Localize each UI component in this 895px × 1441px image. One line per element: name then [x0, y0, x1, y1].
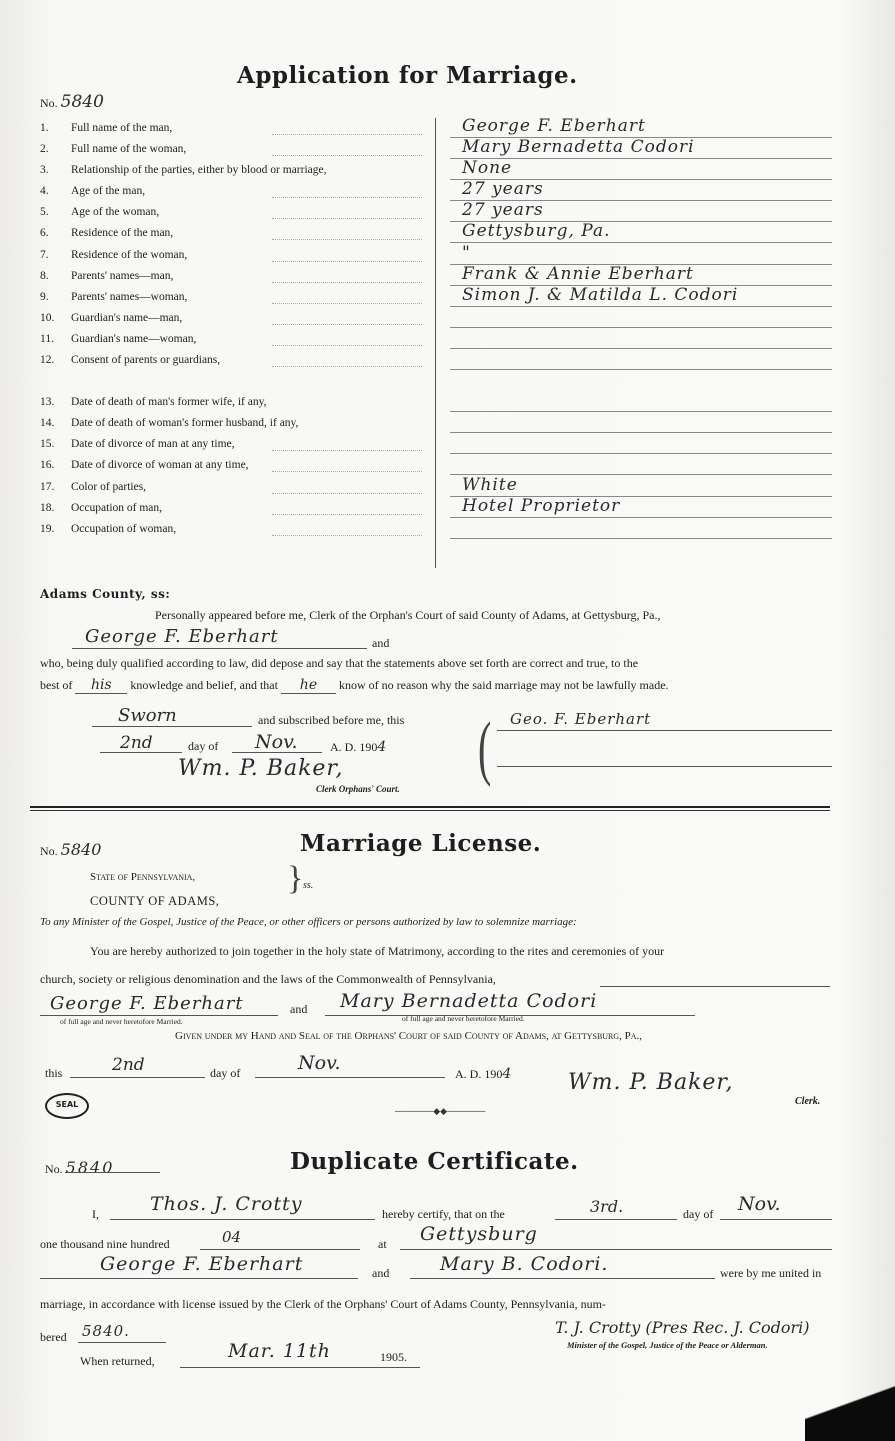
row-label: Color of parties,	[71, 481, 147, 493]
row-answer-line	[450, 453, 832, 454]
row-number: 2.	[40, 143, 49, 155]
application-divider	[435, 118, 436, 568]
row-answer-line	[450, 411, 832, 412]
affidavit-county: Adams County, ss:	[40, 587, 171, 601]
row-answer-line	[450, 242, 832, 243]
row-label: Age of the woman,	[71, 206, 160, 218]
certificate-minister: Minister of the Gospel, Justice of the Peace or Alderman.	[567, 1340, 768, 1350]
row-dot-leader	[272, 514, 422, 515]
application-number	[40, 92, 104, 112]
certificate-at: at	[378, 1237, 387, 1251]
section-rule-1	[30, 806, 830, 808]
certificate-body: marriage, in accordance with license issued by the Clerk of the Orphans' Court of Adams County, Pennsylvania, num-	[40, 1297, 606, 1311]
row-number: 16.	[40, 459, 55, 471]
row-number: 18.	[40, 502, 55, 514]
row-dot-leader	[272, 366, 422, 367]
row-label: Guardian's name—woman,	[71, 333, 197, 345]
row-label: Guardian's name—man,	[71, 312, 183, 324]
row-label: Full name of the man,	[71, 122, 173, 134]
license-clerk: Clerk.	[795, 1096, 821, 1107]
license-and: and	[290, 1002, 308, 1016]
certificate-returned-year: 1905.	[380, 1350, 407, 1364]
certificate-number-label: No.	[45, 1162, 63, 1176]
row-dot-leader	[272, 282, 422, 283]
row-number: 11.	[40, 333, 54, 345]
license-number-value: 5840	[60, 840, 102, 859]
certificate-officiant-line	[110, 1219, 375, 1220]
license-caption-bride: of full age and never heretofore Married.	[402, 1014, 525, 1023]
signature-line-1	[497, 730, 832, 731]
seal-text: SEAL	[55, 1100, 79, 1109]
row-answer-line	[450, 327, 832, 328]
row-number: 15.	[40, 438, 55, 450]
row-answer: Simon J. & Matilda L. Codori	[462, 285, 739, 305]
row-dot-leader	[272, 324, 422, 325]
certificate-day-of: day of	[683, 1207, 714, 1221]
row-number: 1.	[40, 122, 49, 134]
row-dot-leader	[272, 450, 422, 451]
affidavit-he: he	[281, 677, 336, 694]
affidavit-ad-text: A. D. 190	[330, 740, 378, 754]
row-number: 5.	[40, 206, 49, 218]
affidavit-line1: Personally appeared before me, Clerk of the Orphan's Court of said County of Adams, at Gettysburg, Pa.,	[155, 608, 661, 622]
certificate-day-line	[555, 1219, 677, 1220]
application-number-value: 5840	[60, 92, 104, 112]
license-number	[40, 840, 101, 859]
license-brace: }	[287, 860, 304, 897]
row-answer-line	[450, 538, 832, 539]
clerk-title: Clerk Orphans' Court.	[316, 784, 400, 794]
row-dot-leader	[272, 218, 422, 219]
affidavit-month: Nov.	[255, 731, 298, 753]
license-this: this	[45, 1066, 63, 1080]
row-label: Age of the man,	[71, 185, 146, 197]
license-state: State of Pennsylvania,	[90, 871, 196, 883]
row-dot-leader	[272, 239, 422, 240]
license-day-line	[70, 1077, 205, 1078]
license-body2: church, society or religious denomination and the laws of the Commonwealth of Pennsylvania,	[40, 972, 496, 986]
license-to-any: To any Minister of the Gospel, Justice of the Peace, or other officers or persons authorized by law to solemnize marriage:	[40, 916, 577, 928]
license-caption-groom: of full age and never heretofore Married.	[60, 1017, 183, 1026]
license-county: COUNTY OF ADAMS,	[90, 894, 220, 908]
row-number: 8.	[40, 270, 49, 282]
row-dot-leader	[272, 134, 422, 135]
row-label: Date of divorce of man at any time,	[71, 438, 235, 450]
clerk-signature: Wm. P. Baker,	[178, 756, 344, 781]
affidavit-year: 4	[377, 739, 387, 755]
row-label: Occupation of man,	[71, 502, 163, 514]
license-ss: ss.	[303, 880, 314, 891]
row-label: Parents' names—woman,	[71, 291, 188, 303]
signature-brace: (	[478, 706, 492, 788]
row-answer-line	[450, 517, 832, 518]
license-body1: You are hereby authorized to join together in the holy state of Matrimony, according to the rites and ceremonies of your	[90, 944, 665, 958]
row-label: Date of divorce of woman at any time,	[71, 459, 249, 471]
row-answer-line	[450, 432, 832, 433]
certificate-returned-date: Mar. 11th	[228, 1340, 331, 1362]
certificate-place-line	[400, 1249, 832, 1250]
row-answer: Gettysburg, Pa.	[462, 221, 611, 241]
affidavit-day-of: day of	[188, 739, 219, 753]
certificate-day: 3rd.	[590, 1197, 624, 1216]
signature-line-2	[497, 766, 832, 767]
certificate-bered: bered	[40, 1330, 67, 1344]
certificate-officiant: Thos. J. Crotty	[150, 1193, 303, 1215]
row-number: 12.	[40, 354, 55, 366]
row-number: 4.	[40, 185, 49, 197]
row-number: 10.	[40, 312, 55, 324]
row-label: Date of death of woman's former husband, if any,	[71, 417, 299, 429]
knowledge-text: knowledge and belief, and that	[130, 678, 278, 692]
certificate-bered-line	[78, 1342, 166, 1343]
certificate-and: and	[372, 1266, 390, 1280]
row-label: Consent of parents or guardians,	[71, 354, 221, 366]
row-number: 3.	[40, 164, 49, 176]
license-day-of: day of	[210, 1066, 241, 1080]
row-dot-leader	[272, 471, 422, 472]
license-bride: Mary Bernadetta Codori	[340, 990, 598, 1012]
license-groom-line	[40, 1015, 278, 1016]
certificate-groom: George F. Eberhart	[100, 1253, 304, 1275]
affidavit-day: 2nd	[120, 733, 153, 753]
certificate-number	[45, 1158, 114, 1177]
certificate-i: I,	[92, 1207, 99, 1221]
row-number: 6.	[40, 227, 49, 239]
row-number: 9.	[40, 291, 49, 303]
row-label: Relationship of the parties, either by blood or marriage,	[71, 164, 327, 176]
best-of-text: best of	[40, 678, 73, 692]
certificate-year: 04	[222, 1228, 242, 1246]
certificate-year-line	[200, 1249, 360, 1250]
scan-shadow	[805, 1381, 895, 1441]
know-of-text: know of no reason why the said marriage may not be lawfully made.	[338, 678, 669, 692]
application-number-label: No.	[40, 96, 58, 110]
affidavit-month-line	[232, 752, 322, 753]
row-answer-line	[450, 306, 832, 307]
row-dot-leader	[272, 535, 422, 536]
row-answer: None	[462, 158, 513, 178]
row-dot-leader	[272, 197, 422, 198]
ornament-divider: ──────◆◆──────	[395, 1106, 486, 1116]
row-label: Residence of the woman,	[71, 249, 188, 261]
certificate-number-line	[65, 1172, 160, 1173]
row-dot-leader	[272, 155, 422, 156]
row-dot-leader	[272, 303, 422, 304]
certificate-bered-number: 5840.	[82, 1322, 130, 1340]
certificate-groom-line	[40, 1278, 358, 1279]
row-answer: 27 years	[462, 200, 544, 220]
license-day: 2nd	[112, 1055, 145, 1075]
license-title: Marriage License.	[300, 830, 542, 857]
row-answer: 27 years	[462, 179, 544, 199]
affidavit-ad	[330, 739, 386, 755]
row-answer: White	[462, 475, 518, 495]
license-ad-text: A. D. 190	[455, 1067, 503, 1081]
license-ad	[455, 1066, 511, 1082]
row-number: 17.	[40, 481, 55, 493]
row-label: Full name of the woman,	[71, 143, 187, 155]
row-number: 14.	[40, 417, 55, 429]
certificate-united: were by me united in	[720, 1266, 822, 1280]
certificate-place: Gettysburg	[420, 1223, 538, 1245]
row-answer-line	[450, 348, 832, 349]
license-given: Given under my Hand and Seal of the Orphans' Court of said County of Adams, at Gettysburg, Pa.,	[175, 1030, 643, 1042]
affidavit-sworn: Sworn	[118, 705, 177, 726]
certificate-title: Duplicate Certificate.	[290, 1148, 579, 1175]
license-body2-line	[600, 986, 830, 987]
application-title: Application for Marriage.	[237, 62, 578, 89]
affidavit-line3	[40, 677, 669, 694]
license-groom: George F. Eberhart	[50, 993, 244, 1014]
row-number: 7.	[40, 249, 49, 261]
license-month-line	[255, 1077, 445, 1078]
row-answer: "	[462, 243, 471, 263]
section-rule-2	[30, 810, 830, 811]
affidavit-and: and	[372, 636, 390, 650]
row-label: Occupation of woman,	[71, 523, 177, 535]
row-number: 13.	[40, 396, 55, 408]
row-dot-leader	[272, 261, 422, 262]
affidavit-day-line	[100, 752, 182, 753]
row-label: Parents' names—man,	[71, 270, 174, 282]
row-number: 19.	[40, 523, 55, 535]
sworn-line	[92, 726, 252, 727]
certificate-month: Nov.	[738, 1193, 781, 1215]
license-month: Nov.	[298, 1052, 341, 1074]
certificate-one-thousand: one thousand nine hundred	[40, 1237, 170, 1251]
row-label: Date of death of man's former wife, if any,	[71, 396, 267, 408]
row-dot-leader	[272, 493, 422, 494]
certificate-signature: T. J. Crotty (Pres Rec. J. Codori)	[555, 1318, 810, 1337]
applicant-signature: Geo. F. Eberhart	[510, 710, 652, 728]
license-year: 4	[502, 1066, 512, 1082]
certificate-bride-line	[410, 1278, 715, 1279]
affidavit-his: his	[75, 677, 127, 694]
row-answer: Hotel Proprietor	[462, 496, 621, 516]
affidavit-applicant: George F. Eberhart	[85, 626, 279, 647]
license-number-label: No.	[40, 844, 58, 858]
certificate-returned: When returned,	[80, 1354, 155, 1368]
row-answer: Frank & Annie Eberhart	[462, 264, 694, 284]
row-answer: George F. Eberhart	[462, 116, 646, 136]
certificate-month-line	[720, 1219, 832, 1220]
row-answer-line	[450, 369, 832, 370]
row-dot-leader	[272, 345, 422, 346]
affidavit-subscribed: and subscribed before me, this	[258, 713, 405, 727]
affidavit-line2: who, being duly qualified according to law, did depose and say that the statements above set forth are correct and true, to the	[40, 656, 639, 670]
certificate-number-value: 5840	[65, 1158, 115, 1177]
seal-emblem	[45, 1093, 89, 1119]
row-answer: Mary Bernadetta Codori	[462, 137, 695, 157]
affidavit-applicant-line	[72, 648, 367, 649]
certificate-returned-line	[180, 1367, 420, 1368]
certificate-bride: Mary B. Codori.	[440, 1253, 609, 1275]
certificate-certify: hereby certify, that on the	[382, 1207, 505, 1221]
row-label: Residence of the man,	[71, 227, 174, 239]
license-signature: Wm. P. Baker,	[568, 1070, 734, 1095]
